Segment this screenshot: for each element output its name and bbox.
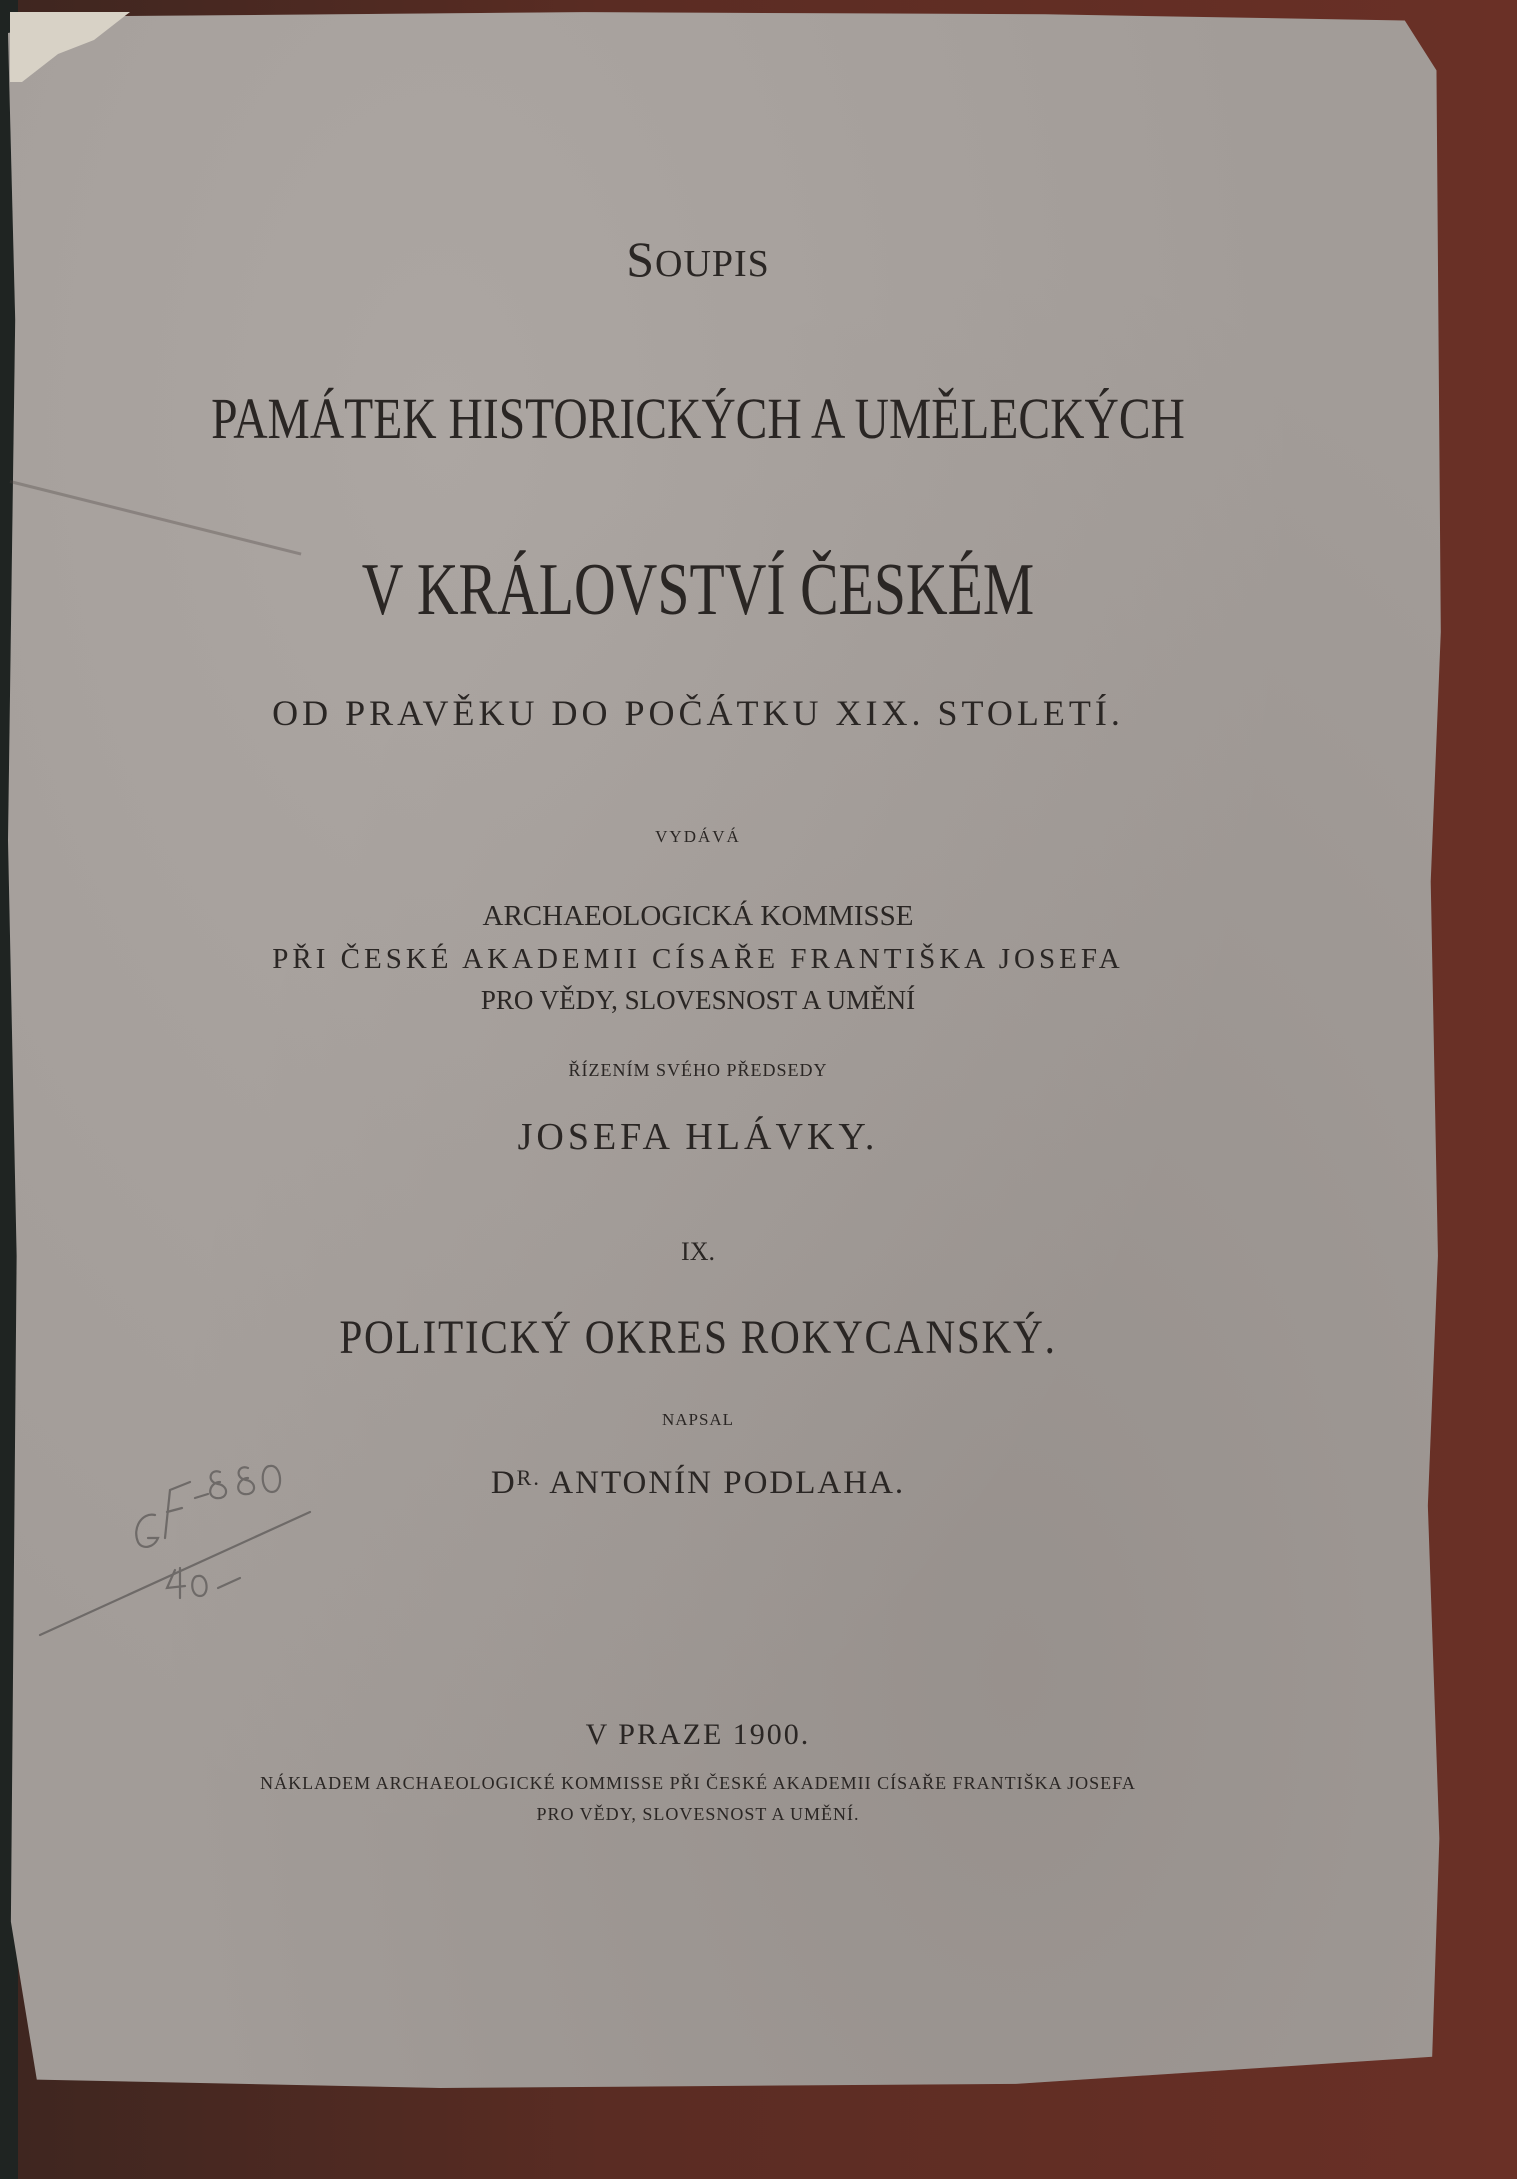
author-prefix-d: D (490, 1465, 517, 1501)
pencil-stroke-g (136, 1515, 158, 1547)
imprint-place-year: V PRAZE 1900. (585, 1718, 811, 1751)
pencil-stroke-dash (195, 1494, 208, 1498)
title-line-3: V KRÁLOVSTVÍ ČESKÉM (361, 549, 1035, 631)
pencil-stroke-8b (238, 1467, 254, 1494)
author-name: ANTONÍN PODLAHA. (549, 1465, 906, 1501)
direction-label: ŘÍZENÍM SVÉHO PŘEDSEDY (568, 1060, 828, 1080)
imprint-line-1: NÁKLADEM ARCHAEOLOGICKÉ KOMMISSE PŘI ČESKÉ AKADEMII CÍSAŘE FRANTIŠKA JOSEFA (260, 1773, 1136, 1793)
pencil-annotation (30, 1420, 330, 1650)
pencil-stroke-0 (263, 1466, 280, 1492)
director-name: JOSEFA HLÁVKY. (517, 1116, 879, 1158)
pencil-stroke-tick (218, 1578, 240, 1588)
pencil-stroke-f (165, 1482, 190, 1538)
volume-number: IX. (681, 1237, 715, 1266)
publisher-line-2: PŘI ČESKÉ AKADEMII CÍSAŘE FRANTIŠKA JOSEFA (272, 943, 1124, 975)
publisher-line-1: ARCHAEOLOGICKÁ KOMMISSE (482, 900, 914, 932)
title-rest: OUPIS (655, 243, 770, 285)
title-initial: S (626, 231, 655, 287)
pencil-stroke-8a (210, 1471, 226, 1498)
pencil-stroke-underline (40, 1512, 310, 1635)
publisher-line-3: PRO VĚDY, SLOVESNOST A UMĚNÍ (480, 985, 916, 1015)
author-prefix-r: R. (516, 1465, 541, 1490)
publisher-label: VYDÁVÁ (655, 827, 741, 846)
title-line-2: PAMÁTEK HISTORICKÝCH A UMĚLECKÝCH (211, 386, 1185, 451)
author-label: NAPSAL (661, 1410, 735, 1429)
title-line-1 (8, 230, 1388, 288)
subtitle: OD PRAVĚKU DO POČÁTKU XIX. STOLETÍ. (272, 693, 1124, 733)
volume-title: POLITICKÝ OKRES ROKYCANSKÝ. (339, 1311, 1057, 1364)
pencil-stroke-0b (192, 1576, 206, 1596)
imprint-line-2: PRO VĚDY, SLOVESNOST A UMĚNÍ. (536, 1804, 860, 1824)
